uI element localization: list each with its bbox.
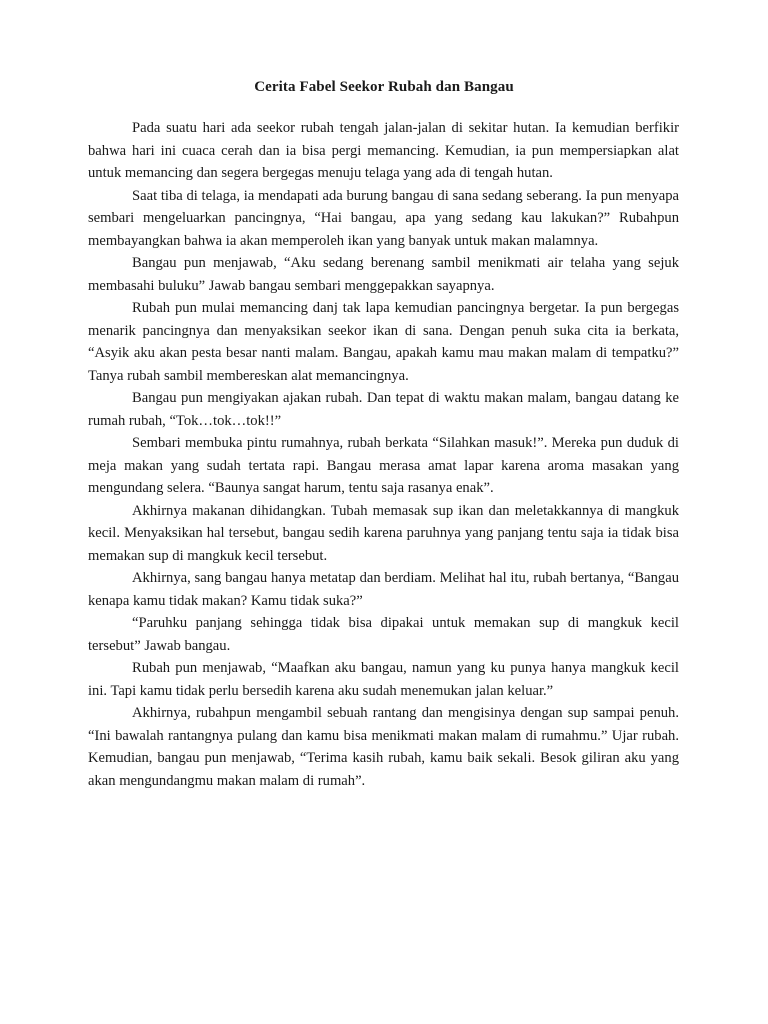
- paragraph-6: Sembari membuka pintu rumahnya, rubah berkata “Silahkan masuk!”. Mereka pun duduk di meja makan yang sudah tertata rapi. Bangau merasa amat lapar karena aroma masakan yang mengundang selera. “Baunya sangat harum, tentu saja rasanya enak”.: [88, 435, 679, 496]
- paragraph-5: Bangau pun mengiyakan ajakan rubah. Dan tepat di waktu makan malam, bangau datang ke rumah rubah, “Tok…tok…tok!!”: [88, 390, 679, 429]
- paragraph-3: Bangau pun menjawab, “Aku sedang berenang sambil menikmati air telaha yang sejuk membasahi buluku” Jawab bangau sembari menggepakkan sayapnya.: [88, 255, 679, 294]
- paragraph-1: Pada suatu hari ada seekor rubah tengah jalan-jalan di sekitar hutan. Ia kemudian berfikir bahwa hari ini cuaca cerah dan ia bisa pergi memancing. Kemudian, ia pun mempersiapkan alat untuk memancing dan segera bergegas menuju telaga yang ada di tengah hutan.: [88, 120, 679, 181]
- paragraph-7: Akhirnya makanan dihidangkan. Tubah memasak sup ikan dan meletakkannya di mangkuk kecil. Menyaksikan hal tersebut, bangau sedih karena paruhnya yang panjang tentu saja ia tidak bisa memakan sup di mangkuk kecil tersebut.: [88, 502, 679, 564]
- paragraph-8: Akhirnya, sang bangau hanya metatap dan berdiam. Melihat hal itu, rubah bertanya, “Bangau kenapa kamu tidak makan? Kamu tidak suka?”: [88, 570, 679, 609]
- paragraph-10: Rubah pun menjawab, “Maafkan aku bangau, namun yang ku punya hanya mangkuk kecil ini. Tapi kamu tidak perlu bersedih karena aku sudah menemukan jalan keluar.”: [88, 660, 679, 699]
- paragraph-4: Rubah pun mulai memancing danj tak lapa kemudian pancingnya bergetar. Ia pun bergegas menarik pancingnya dan menyaksikan seekor ikan di sana. Dengan penuh suka cita ia berkata, “Asyik aku akan pesta besar nanti malam. Bangau, apakah kamu mau makan malam di tempatku?” Tanya rubah sambil membereskan alat memancingnya.: [88, 300, 679, 384]
- paragraph-9: “Paruhku panjang sehingga tidak bisa dipakai untuk memakan sup di mangkuk kecil tersebut” Jawab bangau.: [88, 615, 679, 654]
- paragraph-2: Saat tiba di telaga, ia mendapati ada burung bangau di sana sedang seberang. Ia pun menyapa sembari mengeluarkan pancingnya, “Hai bangau, apa yang sedang kau lakukan?” Rubahpun membayangkan bahwa ia akan memperoleh ikan yang banyak untuk makan malamnya.: [88, 187, 679, 249]
- document-body: [88, 117, 679, 792]
- paragraph-11: Akhirnya, rubahpun mengambil sebuah rantang dan mengisinya dengan sup sampai penuh. “Ini bawalah rantangnya pulang dan kamu bisa menikmati makan malam di rumahmu.” Ujar rubah. Kemudian, bangau pun menjawab, “Terima kasih rubah, kamu baik sekali. Besok giliran aku yang akan mengundangmu makan malam di rumah”.: [88, 705, 679, 789]
- document-title: Cerita Fabel Seekor Rubah dan Bangau: [254, 79, 514, 95]
